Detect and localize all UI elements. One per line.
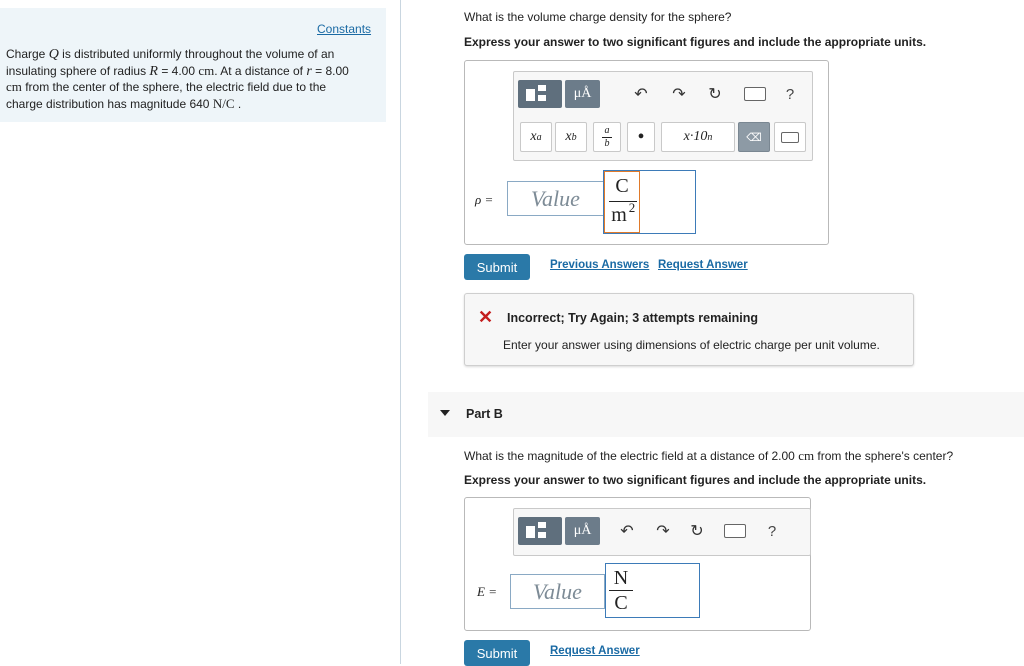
radius-symbol: R <box>149 63 158 79</box>
fraction-button[interactable] <box>593 122 621 152</box>
problem-text-part: . At a distance of <box>214 63 307 78</box>
partb-value-input[interactable]: Value <box>510 574 605 609</box>
partb-answer-box <box>464 497 811 631</box>
parta-unit-input[interactable] <box>603 170 696 234</box>
unit-denominator: m <box>611 204 627 226</box>
help-icon[interactable]: ? <box>785 85 795 103</box>
feedback-message: Enter your answer using dimensions of electric charge per unit volume. <box>503 338 880 352</box>
keyboard-icon[interactable] <box>722 522 748 540</box>
problem-text-part: is distributed uniformly throughout the volume of an <box>58 47 335 61</box>
problem-text-part: = 4.00 <box>157 63 199 78</box>
problem-text-part: charge distribution has magnitude 640 <box>6 96 213 111</box>
problem-statement-box <box>0 8 386 122</box>
unit-numerator: N <box>613 567 629 589</box>
unit-cm: cm <box>198 62 215 78</box>
superscript-button[interactable] <box>520 122 552 152</box>
partb-unit-input[interactable] <box>605 563 700 618</box>
dot-button[interactable]: • <box>627 122 655 152</box>
problem-text-part: . <box>234 96 242 111</box>
problem-text-part: = 8.00 <box>311 63 349 78</box>
reset-icon[interactable]: ↻ <box>690 523 704 540</box>
undo-icon[interactable]: ↶ <box>634 86 648 103</box>
partb-submit-button[interactable]: Submit <box>464 640 530 666</box>
delete-icon[interactable]: ⌫ <box>738 122 770 152</box>
partb-question <box>464 448 953 464</box>
superscript-base: x <box>530 129 537 144</box>
incorrect-icon: ✕ <box>478 307 494 327</box>
partb-label[interactable]: Part B <box>466 407 503 421</box>
unit-cm: cm <box>6 79 22 94</box>
problem-text-part: Charge <box>6 47 49 61</box>
unit-cm: cm <box>798 448 815 463</box>
problem-text-part: insulating sphere of radius <box>6 63 150 78</box>
partb-question-part: What is the magnitude of the electric field at a distance of 2.00 <box>464 449 799 463</box>
partb-question-part: from the sphere's center? <box>814 449 954 463</box>
unit-exponent: 2 <box>628 200 636 215</box>
sci-base: x·10 <box>683 129 708 144</box>
problem-text <box>6 47 378 112</box>
units-icon[interactable]: μÅ <box>565 517 600 545</box>
parta-answer-box <box>464 60 829 245</box>
unit-numerator: C <box>615 175 629 197</box>
distance-symbol: r <box>306 63 312 79</box>
scientific-notation-button[interactable] <box>661 122 735 152</box>
partb-math-toolbar <box>513 508 811 556</box>
field-unit: N/C <box>212 95 235 111</box>
parta-value-input[interactable]: Value <box>507 181 604 216</box>
constants-link[interactable]: Constants <box>317 22 372 36</box>
parta-question: What is the volume charge density for the sphere? <box>464 10 732 24</box>
partb-request-answer-link[interactable]: Request Answer <box>550 645 640 657</box>
subscript-base: x <box>565 129 572 144</box>
units-icon[interactable]: μÅ <box>565 80 600 108</box>
sci-exp: n <box>707 131 713 143</box>
collapse-triangle-icon[interactable] <box>440 410 450 416</box>
redo-icon[interactable]: ↷ <box>656 523 670 540</box>
partb-instruction: Express your answer to two significant figures and include the appropriate units. <box>464 473 927 487</box>
templates-icon[interactable] <box>518 517 562 545</box>
parta-var-label: ρ = <box>475 192 494 207</box>
fraction-top: a <box>604 124 610 136</box>
problem-pane <box>0 0 401 664</box>
subscript-exp: b <box>571 131 577 143</box>
subscript-button[interactable] <box>555 122 587 152</box>
feedback-title: Incorrect; Try Again; 3 attempts remaining <box>507 311 758 325</box>
parta-instruction: Express your answer to two significant figures and include the appropriate units. <box>464 35 927 49</box>
fraction-bottom: b <box>604 137 610 149</box>
help-icon[interactable]: ? <box>767 522 777 540</box>
charge-symbol: Q <box>48 47 59 62</box>
partb-header[interactable] <box>428 392 1024 437</box>
problem-text-part: from the center of the sphere, the electric field due to the <box>21 80 327 94</box>
parta-math-toolbar <box>513 71 813 161</box>
keyboard-icon[interactable] <box>742 85 768 103</box>
superscript-exp: a <box>536 131 542 143</box>
undo-icon[interactable]: ↶ <box>620 523 634 540</box>
parta-request-answer-link[interactable]: Request Answer <box>658 259 748 271</box>
previous-answers-link[interactable]: Previous Answers <box>550 259 650 271</box>
redo-icon[interactable]: ↷ <box>672 86 686 103</box>
unit-denominator: C <box>614 592 628 614</box>
parta-submit-button[interactable]: Submit <box>464 254 530 280</box>
keyboard-toggle-icon[interactable] <box>774 122 806 152</box>
reset-icon[interactable]: ↻ <box>708 86 722 103</box>
templates-icon[interactable] <box>518 80 562 108</box>
partb-var-label: E = <box>477 584 497 599</box>
parta-feedback <box>464 293 914 366</box>
